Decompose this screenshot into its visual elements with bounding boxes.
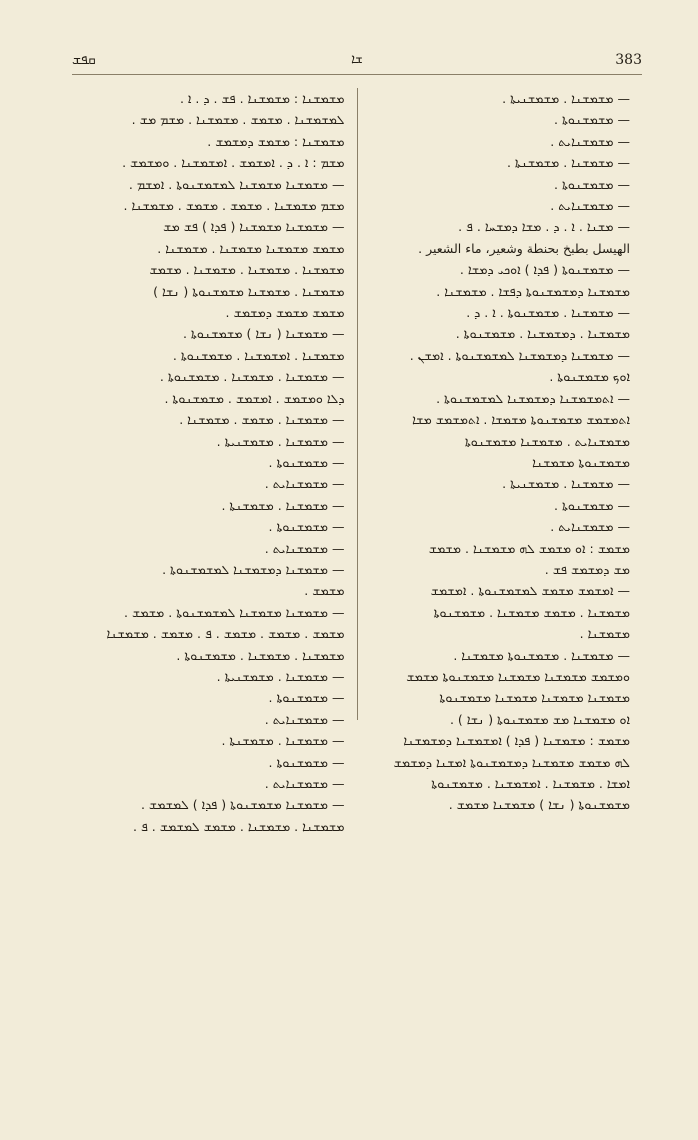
text-line: ܡܫܡ ܡܫܡܫܢܐ . ܡܫܡܫ . ܡܫܡܫ . ܡܫܡܫܢܐ . bbox=[123, 198, 345, 214]
text-line: ܠܡܫܡܫܢܐ . ܡܫܡܫ . ܡܫܡܫܢܐ . ܡܫܡ ܡܫ . bbox=[131, 112, 345, 128]
text-line: ܡܫܡܫܢܐ . ܡܫܡܫܢܐ ܡܫܡܫܢܘܬܐ ( ܢܫܐ ) bbox=[153, 283, 345, 299]
text-line: ܠܗ ܡܫܡܫ ܡܫܡܫܢܐ ܕܡܫܡܫܢܘܬܐ ܐܡܫܢܐ ܕܡܫܡܫ bbox=[393, 754, 630, 770]
text-line: ܡܫܡܫܢܐ . ܡܫܡܫܢܐ . ܡܫܡܫ ܠܡܫܡܫ . ܦ . bbox=[133, 818, 345, 834]
text-line: ܕܠܐ ܘܡܫܡܫ . ܐܡܫܡܫ . ܡܫܡܫܢܘܬܐ . bbox=[164, 390, 345, 406]
text-line: ܡܫܡܫ : ܐܘ ܡܫܡܫ ܠܗ ܡܫܡܫܢܐ . ܡܫܡܫ bbox=[428, 540, 630, 556]
text-line: — ܡܫܡܫܢܐܝܬ . bbox=[264, 540, 345, 556]
text-line: الهيسل بطبخ بحنطة وشعير، ماء الشعير . bbox=[418, 240, 630, 256]
running-head: ܩܦܫ bbox=[72, 52, 96, 68]
text-line: ܡܫܡܫܢܘܬܐ ܡܫܡܫܢܐ bbox=[532, 454, 630, 470]
text-line: — ܡܫܡܫܢܐܝܬ . bbox=[550, 133, 630, 149]
text-line: — ܐܬܡܫܡܫܢܐ ܕܡܫܡܫܢܐ ܠܡܫܡܫܢܘܬܐ . bbox=[436, 390, 630, 406]
text-line: — ܡܫܡܫܢܐܝܬ . bbox=[264, 476, 345, 492]
text-line: ܡܫܡܫ . ܡܫܡܫ . ܡܫܡܫ . ܦ . ܡܫܡܫ . ܡܫܡܫܢܐ bbox=[106, 626, 345, 642]
text-line: — ܡܫܡܫܢܘܬܐ . bbox=[554, 176, 630, 192]
text-line: — ܡܫܡܫܢܐ . ܡܫܡܫܢܝܬܐ . bbox=[216, 668, 345, 684]
text-line: ܡܫܡܫܢܐ . bbox=[579, 626, 630, 642]
text-line: — ܡܫܡܫܢܐ . ܡܫܡܫܢܬܐ . bbox=[506, 155, 630, 171]
text-line: — ܡܫܡܫܢܐ . ܡܫܡܫܢܘܬܐ ܡܫܡܫܢܐ . bbox=[453, 647, 630, 663]
text-line: — ܡܫܡܫܢܐ . ܡܫܡܫܢܬܐ . bbox=[221, 733, 345, 749]
text-line: — ܡܫܡܫܢܘܬܐ . bbox=[268, 519, 345, 535]
text-line: — ܡܫܡܫܢܐ ܡܫܡܫܢܘܬܐ ( ܦܕܐ ) ܠܡܫܡܫ . bbox=[140, 797, 345, 813]
text-line: — ܡܫܡܫܢܘܬܐ . bbox=[554, 112, 630, 128]
text-line: — ܡܫܡܫܢܐ ܡܫܡܫܢܐ ܠܡܫܡܫܢܘܬܐ . ܐܡܫܡ . bbox=[128, 176, 345, 192]
text-line: — ܡܫܡܫܢܐ . ܡܫܡܫܢܝܬܐ . bbox=[216, 433, 345, 449]
text-line: ܡܫܡܫܢܐ ܡܫܡܫܢܐ ܡܫܡܫܢܐ ܡܫܡܫܢܘܬܐ bbox=[439, 690, 630, 706]
text-line: ܡܫܡܫܢܐ ܕܡܫܡܫܢܘܬܐ ܕܦܫܐ . ܡܫܡܫܢܐ . bbox=[436, 283, 630, 299]
text-line: ܐܘ ܡܫܡܫܢܐ ܡܫ ܡܫܡܫܢܘܬܐ ( ܢܫܐ ) . bbox=[449, 711, 630, 727]
text-line: — ܡܫܡܫܢܐܝܬ . bbox=[264, 776, 345, 791]
text-line: — ܡܫܡܫܢܐ . ܡܫܡܫܢܬܐ . bbox=[221, 497, 345, 513]
text-line: ܡܫܡܫܢܐ . ܐܡܫܡܫܢܐ . ܡܫܡܫܢܘܬܐ . bbox=[172, 347, 345, 363]
text-line: ܡܫܡܫ ܡܫܡܫܢܐ ܡܫܡܫܢܐ . ܡܫܡܫܢܐ . bbox=[157, 240, 345, 256]
text-line: — ܡܫܡܫܢܐ . ܡܫܡܫܢܝܬܐ . bbox=[502, 91, 630, 106]
text-line: — ܡܫܡܫܢܘܬܐ . bbox=[268, 454, 345, 470]
text-line: — ܡܫܡܫܢܐ . ܡܫܡܫ . ܡܫܡܫܢܐ . bbox=[179, 412, 345, 428]
text-line: ܡܫܡܫܢܐ . ܡܫܡܫ ܡܫܡܫܢܐ . ܡܫܡܫܢܘܬܐ bbox=[433, 604, 630, 620]
text-line: ܡܫܡܫܢܐ . ܕܡܫܡܫܢܐ . ܡܫܡܫܢܘܬܐ . bbox=[455, 326, 630, 342]
page-header bbox=[72, 52, 642, 75]
text-line: — ܡܫܡܫܢܐ ܡܫܡܫܢܐ ( ܦܕܐ ) ܦܫ ܡܫ bbox=[163, 219, 345, 235]
right-column bbox=[357, 88, 643, 813]
text-line: ܡܫܡܫܢܐ . ܡܫܡܫܢܐ . ܡܫܡܫܢܘܬܐ . bbox=[176, 647, 345, 663]
text-line: — ܡܫܡܫܢܐ . ܡܫܡܫܢܘܬܐ . ܐ . ܕ . bbox=[466, 305, 630, 321]
text-line: ܐܡܫܐ . ܡܫܡܫܢܐ . ܐܡܫܡܫܢܐ . ܡܫܡܫܢܘܬܐ bbox=[431, 776, 630, 791]
page-signature: ܫܐ bbox=[351, 52, 363, 67]
text-line: ܡܫܡܫ ܡܫܡܫ ܕܡܫܡܫ . bbox=[225, 305, 345, 321]
text-line: ܐܘܟ ܡܫܡܫܢܘܬܐ . bbox=[549, 369, 630, 385]
left-column bbox=[72, 88, 357, 834]
text-line: ܘܡܫܡܫ ܡܫܡܫܢܐ ܡܫܡܫܢܐ ܡܫܡܫܢܘܬܐ ܡܫܡܫ bbox=[406, 668, 630, 684]
text-line: ܡܫܡ : ܐ . ܕ . ܐܡܫܡܫ . ܐܡܫܡܫܢܐ . ܘܡܫܡܫ . bbox=[122, 155, 345, 171]
text-line: — ܡܫܡܫܢܘܬܐ . bbox=[268, 754, 345, 770]
text-line: — ܐܡܫܡܫ ܡܫܡܫ ܠܡܫܡܫܢܘܬܐ . ܐܡܫܡܫ bbox=[430, 583, 630, 599]
page-number: 383 bbox=[615, 52, 642, 68]
text-line: — ܡܫܡܫܢܐ ܡܫܡܫܢܐ ܠܡܫܡܫܢܘܬܐ . ܡܫܡܫ . bbox=[124, 604, 345, 620]
text-line: — ܡܫܡܫܢܐ ܕܡܫܡܫܢܐ ܠܡܫܡܫܢܘܬܐ . ܐܡܫܢ . bbox=[409, 347, 630, 363]
text-line: — ܡܫܢܐ . ܐ . ܕ . ܡܫܐ ܕܡܫܚܐ . ܦ . bbox=[458, 219, 630, 235]
text-line: — ܡܫܡܫܢܘܬܐ . bbox=[268, 690, 345, 706]
text-line: ܡܫ ܕܡܫܡܫ ܦܫ . bbox=[544, 561, 630, 577]
text-line: ܡܫܡܫܢܐ : ܡܫܡܫܢܐ . ܦܫ . ܕ . ܐ . bbox=[179, 91, 345, 106]
text-line: ܡܫܡܫܢܐ . ܡܫܡܫܢܐ . ܡܫܡܫܢܐ . ܡܫܡܫ bbox=[149, 262, 345, 278]
text-line: ܡܫܡܫܢܘܬܐ ( ܢܫܐ ) ܡܫܡܫܢܐ ܡܫܡܫ . bbox=[448, 797, 630, 813]
text-line: — ܡܫܡܫܢܐ ( ܢܫܐ ) ܡܫܡܫܢܘܬܐ . bbox=[182, 326, 345, 342]
text-line: — ܡܫܡܫܢܐ ܕܡܫܡܫܢܐ ܠܡܫܡܫܢܘܬܐ . bbox=[162, 561, 345, 577]
text-line: ܐܬܡܫܡܫ ܡܫܡܫܢܘܬܐ ܡܫܡܫܐ . ܐܬܡܫܡܫ ܡܫܐ bbox=[412, 412, 630, 428]
text-line: ܡܫܡܫ : ܡܫܡܫܢܐ ( ܦܕܐ ) ܐܡܫܡܫܢܐ ܕܡܫܡܫܢܐ bbox=[403, 733, 630, 749]
text-line: — ܡܫܡܫܢܐܝܬ . bbox=[550, 198, 630, 214]
text-line: — ܡܫܡܫܢܘܬܐ ( ܦܕܐ ) ܐܘܟܝ ܕܡܫܐ . bbox=[459, 262, 630, 278]
text-line: — ܡܫܡܫܢܐ . ܡܫܡܫܢܝܬܐ . bbox=[502, 476, 630, 492]
text-line: — ܡܫܡܫܢܐܝܬ . bbox=[264, 711, 345, 727]
text-columns bbox=[72, 88, 642, 834]
text-line: ܡܫܡܫܢܐܝܬ . ܡܫܡܫܢܐ ܡܫܡܫܢܘܬܐ bbox=[464, 433, 630, 449]
text-line: — ܡܫܡܫܢܘܬܐ . bbox=[554, 497, 630, 513]
text-line: ܡܫܡܫ . bbox=[304, 583, 345, 599]
text-line: ܡܫܡܫܢܐ : ܡܫܡܫ ܕܡܫܡܫ . bbox=[207, 133, 345, 149]
text-line: — ܡܫܡܫܢܐ . ܡܫܡܫܢܐ . ܡܫܡܫܢܘܬܐ . bbox=[159, 369, 345, 385]
text-line: — ܡܫܡܫܢܐܝܬ . bbox=[550, 519, 630, 535]
